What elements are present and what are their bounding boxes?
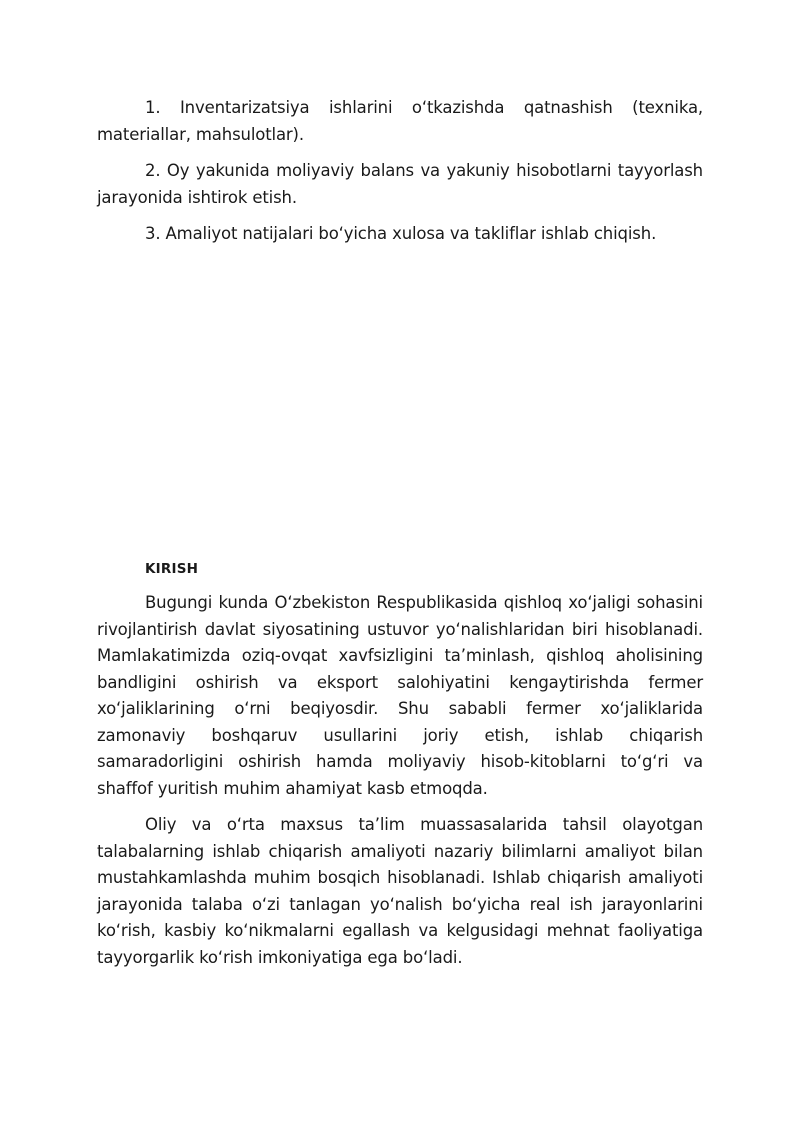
paragraph: Oliy va o‘rta maxsus ta’lim muassasalarida tahsil olayotgan talabalarning ishlab chiqarish amaliyoti nazariy bilimlarni amaliyot bilan mustahkamlashda muhim bosqich hisoblanadi. Ishlab chiqarish amaliyoti jarayonida talaba o‘zi tanlagan yo‘nalish bo‘yicha real ish jarayonlarini ko‘rish, kasbiy ko‘nikmalarni egallash va kelgusidagi mehnat faoliyatiga tayyorgarlik ko‘rish imkoniyatiga ega bo‘ladi. — [97, 815, 703, 967]
paragraph: Bugungi kunda O‘zbekiston Respublikasida qishloq xo‘jaligi sohasini rivojlantirish davlat siyosatining ustuvor yo‘nalishlaridan biri hisoblanadi. Mamlakatimizda oziq-ovqat xavfsizligini ta’minlash, qishloq aholisining bandligini oshirish va eksport salohiyatini kengaytirishda fermer xo‘jaliklarining o‘rni beqiyosdir. Shu sababli fermer xo‘jaliklarida zamonaviy boshqaruv usullarini joriy etish, ishlab chiqarish samaradorligini oshirish hamda moliyaviy hisob-kitoblarni to‘g‘ri va shaffof yuritish muhim ahamiyat kasb etmoqda. — [97, 593, 703, 798]
list-item: 1. Inventarizatsiya ishlarini o‘tkazishda qatnashish (texnika, materiallar, mahsulotlar). — [97, 98, 703, 144]
tasks-list — [97, 95, 703, 258]
intro-section — [97, 556, 703, 981]
list-item: 3. Amaliyot natijalari bo‘yicha xulosa va takliflar ishlab chiqish. — [145, 224, 657, 243]
list-item: 2. Oy yakunida moliyaviy balans va yakuniy hisobotlarni tayyorlash jarayonida ishtirok etish. — [97, 161, 703, 207]
section-heading: KIRISH — [145, 561, 199, 577]
intro-body — [97, 590, 703, 971]
